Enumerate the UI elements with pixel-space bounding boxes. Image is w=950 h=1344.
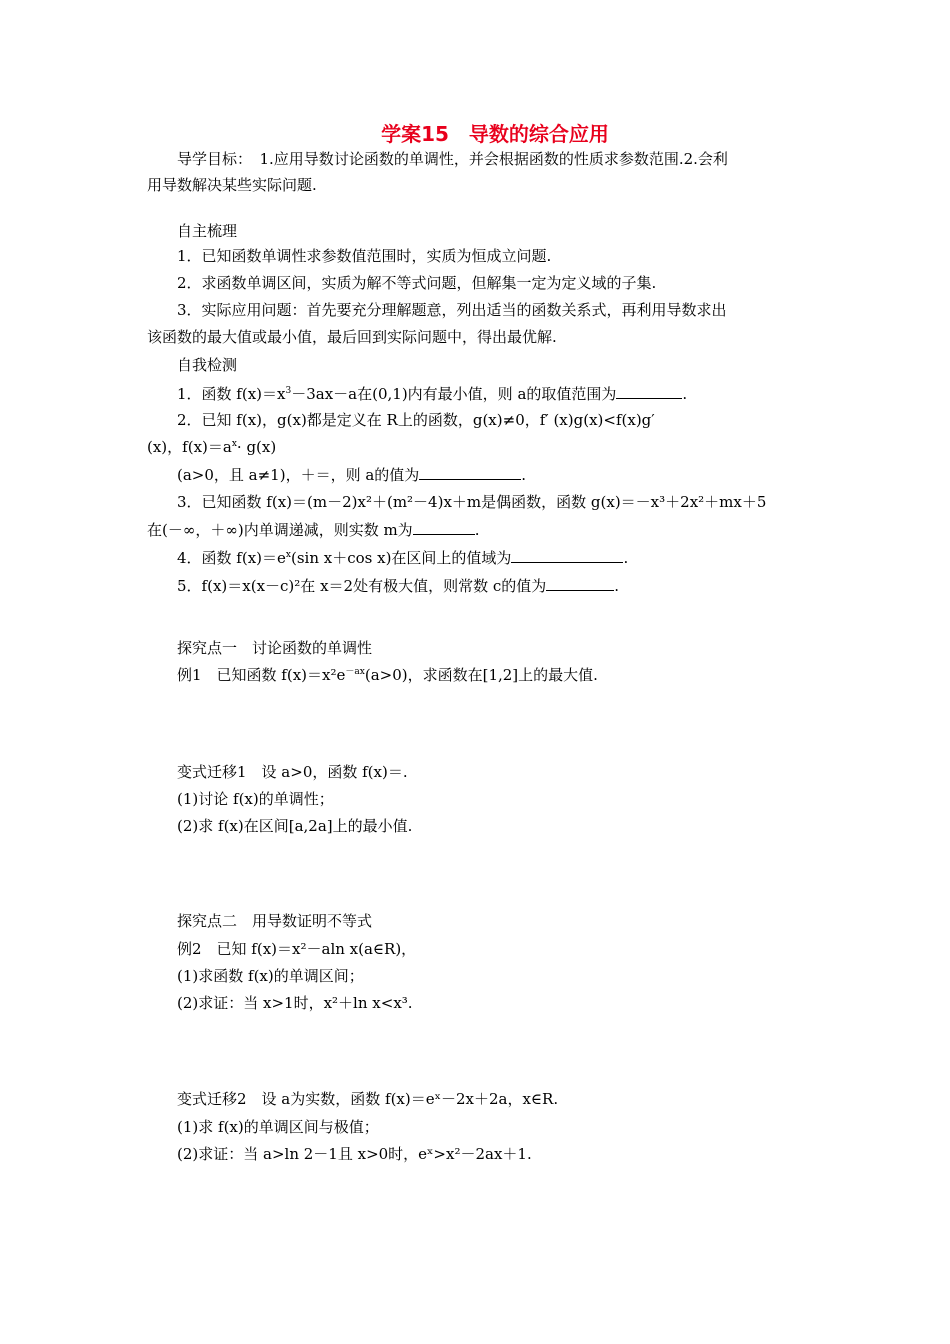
q3-answer-blank[interactable]: [413, 522, 475, 535]
selftest-q5: 5．f(x)＝x(x－c)²在 x＝2处有极大值，则常数 c的值为 .: [177, 577, 620, 595]
selftest-q1: 1．函数 $f(x)=x^3-3ax-a$在(0,1)内有最小值，则 a的取值范围为 .: [177, 385, 688, 403]
selftest-q2-line1: 2．已知 f(x)，g(x)都是定义在 R上的函数，g(x)≠0，f′ (x)g(x)<f(x)g′: [177, 411, 655, 429]
ex1-sup: －ax: [345, 667, 365, 677]
variant-2-part-2: (2)求证：当 a>ln 2－1且 x>0时，eˣ>x²－2ax＋1.: [177, 1145, 532, 1163]
q2-answer-blank[interactable]: [419, 467, 521, 480]
review-heading: 自主梳理: [177, 222, 238, 240]
selftest-q4: 4．函数 $f(x)=e^x(\sin$ x＋cos x)在区间上的值域为 .: [177, 549, 629, 567]
review-item-3b: 该函数的最大值或最小值，最后回到实际问题中，得出最优解.: [147, 328, 557, 346]
q1-post: －3ax－a在(0,1)内有最小值，则 a的取值范围为: [291, 385, 617, 403]
q5-answer-blank[interactable]: [546, 578, 614, 591]
example-2-part-2: (2)求证：当 x>1时，x²＋ln x<x³.: [177, 994, 413, 1012]
goal-line-2: 用导数解决某些实际问题.: [147, 176, 317, 194]
explore2-heading: 探究点二 用导数证明不等式: [177, 912, 373, 930]
selftest-q3-line2: 在(－∞，＋∞)内单调递减，则实数 m为 .: [147, 521, 480, 539]
q4-answer-blank[interactable]: [511, 550, 623, 563]
selftest-q2-line3: (a>0，且 a≠1)，＋＝，则 a的值为 .: [177, 466, 527, 484]
review-item-2: 2．求函数单调区间，实质为解不等式问题，但解集一定为定义域的子集.: [177, 274, 657, 292]
example-2-part-1: (1)求函数 f(x)的单调区间；: [177, 967, 364, 985]
variant-2: 变式迁移2 设 a为实数，函数 f(x)＝eˣ－2x＋2a，x∈R.: [177, 1090, 559, 1108]
selftest-q3-line1: 3．已知函数 f(x)＝(m－2)x²＋(m²－4)x＋m是偶函数，函数 g(x)＝－x³＋2x²＋mx＋5: [177, 493, 767, 511]
ex1-pre: 例1 已知函数 f(x)＝x²e: [177, 666, 346, 684]
q4-pre: 4．函数 f(x)＝e: [177, 549, 286, 567]
q2-line2-sup: x: [231, 439, 237, 449]
page-title: 学案15 导数的综合应用: [381, 122, 609, 146]
selftest-q2-line2: [147, 440, 276, 455]
q2-line3-text: (a>0，且 a≠1)，＋＝，则 a的值为: [177, 466, 420, 484]
q5-text: 5．f(x)＝x(x－c)²在 x＝2处有极大值，则常数 c的值为: [177, 577, 547, 595]
ex1-post: (a>0)，求函数在[1,2]上的最大值.: [364, 666, 598, 684]
review-item-1: 1．已知函数单调性求参数值范围时，实质为恒成立问题.: [177, 247, 552, 265]
variant-1: 变式迁移1 设 a>0，函数 f(x)＝.: [177, 763, 408, 781]
q1-answer-blank[interactable]: [616, 386, 682, 399]
q2-line2-pre: (x)，f(x)＝a: [147, 438, 232, 456]
q2-line2-post: · g(x): [236, 438, 277, 456]
review-item-3a: 3．实际应用问题：首先要充分理解题意，列出适当的函数关系式，再利用导数求出: [177, 301, 727, 319]
selftest-heading: 自我检测: [177, 356, 238, 374]
variant-2-part-1: (1)求 f(x)的单调区间与极值；: [177, 1118, 379, 1136]
explore1-heading: 探究点一 讨论函数的单调性: [177, 639, 373, 657]
variant-1-part-1: (1)讨论 f(x)的单调性；: [177, 790, 334, 808]
q4-sup: x: [285, 550, 291, 560]
goal-line-1: 导学目标： 1.应用导数讨论函数的单调性，并会根据函数的性质求参数范围.2.会利: [177, 150, 728, 168]
q1-sup: 3: [285, 386, 292, 396]
q1-pre: 1．函数 f(x)＝x: [177, 385, 286, 403]
q3-line2-text: 在(－∞，＋∞)内单调递减，则实数 m为: [147, 521, 413, 539]
example-1: [177, 668, 598, 683]
example-2: 例2 已知 f(x)＝x²－aln x(a∈R)，: [177, 940, 417, 958]
q4-post: (sin x＋cos x)在区间上的值域为: [290, 549, 512, 567]
variant-1-part-2: (2)求 f(x)在区间[a,2a]上的最小值.: [177, 817, 413, 835]
